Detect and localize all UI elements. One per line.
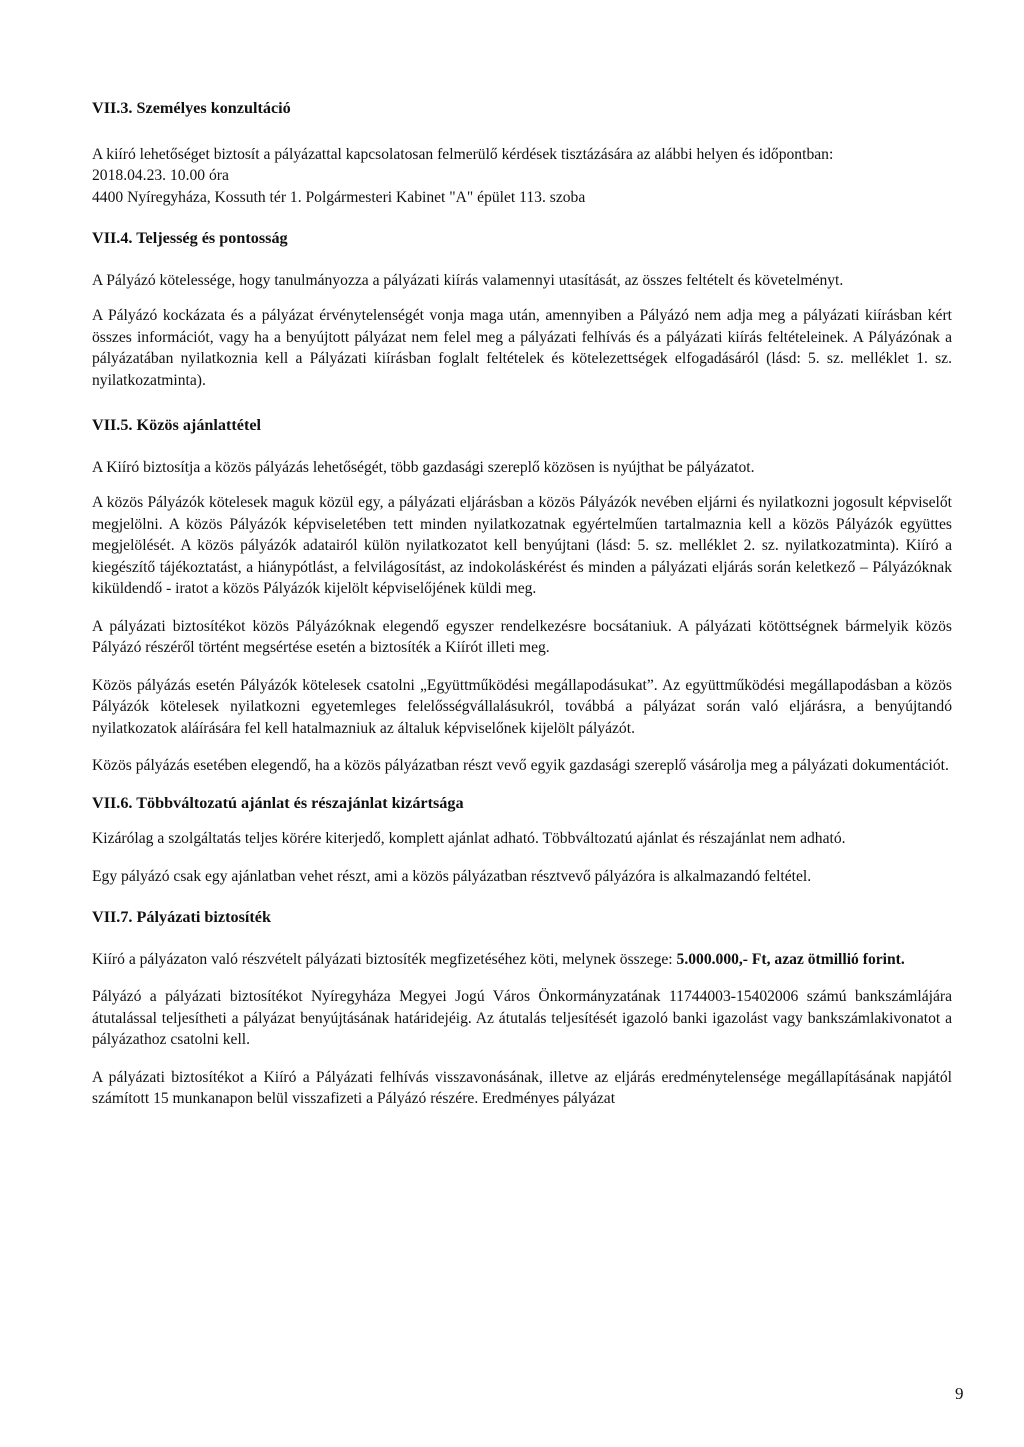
- section-title: Többváltozatú ajánlat és részajánlat kizártsága: [136, 793, 464, 812]
- variant-bid-paragraph-1: Kizárólag a szolgáltatás teljes körére kiterjedő, komplett ajánlat adható. Többváltozatú ajánlat és részajánlat nem adható.: [92, 830, 846, 847]
- section-number: VII.6.: [92, 793, 133, 812]
- consultation-location: 4400 Nyíregyháza, Kossuth tér 1. Polgármesteri Kabinet "A" épület 113. szoba: [92, 188, 586, 206]
- section-heading-vii-6: [92, 793, 952, 815]
- consultation-intro: A kiíró lehetőséget biztosít a pályázattal kapcsolatosan felmerülő kérdések tisztázására az alábbi helyen és időpontban:: [92, 145, 834, 163]
- joint-bid-paragraph-4: Közös pályázás esetén Pályázók kötelesek csatolni „Együttműködési megállapodásukat”. Az együttműködési megállapodásban a közös Pályázók kötelesek nyilatkozni egyetemleges felelősségvállalásukról, továbbá a pályázat során való eljárásra, a benyújtandó nyilatkozatok aláírására fel kell hatalmazniuk az általuk képviselőnek kijelölt pályázót.: [92, 676, 952, 737]
- section-title: Teljesség és pontosság: [136, 229, 288, 247]
- section-heading-vii-5: [92, 415, 952, 437]
- bid-bond-paragraph-3: A pályázati biztosítékot a Kiíró a Pályázati felhívás visszavonásának, illetve az eljárás eredménytelensége megállapításának napjától számított 15 munkanapon belül visszafizeti a Pályázó részére. Eredményes pályázat: [92, 1068, 952, 1107]
- joint-bid-paragraph-2: A közös Pályázók kötelesek maguk közül egy, a pályázati eljárásban a közös Pályázók nevében eljárni és nyilatkozni jogosult képviselőt megjelölni. A közös Pályázók képviseletében tett minden nyilatkozatnak egyértelműen tartalmaznia kell a közös Pályázók együttes megjelölését. A közös pályázók adatairól külön nyilatkozatot kell benyújtani (lásd: 5. sz. melléklet 2. sz. nyilatkozatminta). Kiíró a kiegészítő tájékoztatást, a hiánypótlást, a felvilágosítást, az indokoláskérést és minden a pályázati eljárás során keletkező – Pályázóknak kiküldendő - iratot a közös Pályázók kijelölt képviselőjének küldi meg.: [92, 494, 952, 597]
- joint-bid-paragraph-3: A pályázati biztosítékot közös Pályázóknak elegendő egyszer rendelkezésre bocsátaniuk. A pályázati kötöttségnek bármelyik közös Pályázó részéről történt megsértése esetén a biztosíték a Kiírót illeti meg.: [92, 617, 952, 656]
- consultation-datetime: 2018.04.23. 10.00 óra: [92, 167, 229, 184]
- joint-bid-paragraph-5: Közös pályázás esetében elegendő, ha a közös pályázatban részt vevő egyik gazdasági szereplő vásárolja meg a pályázati dokumentációt.: [92, 757, 949, 774]
- section-heading-vii-7: [92, 907, 952, 929]
- bid-bond-paragraph-1: [92, 949, 952, 971]
- bid-bond-amount: 5.000.000,- Ft, azaz ötmillió forint.: [676, 950, 905, 968]
- section-heading-vii-3: [92, 98, 952, 120]
- section-title: Pályázati biztosíték: [136, 908, 271, 926]
- section-heading-vii-4: [92, 228, 952, 250]
- joint-bid-paragraph-1: A Kiíró biztosítja a közös pályázás lehetőségét, több gazdasági szereplő közösen is nyújthat be pályázatot.: [92, 458, 755, 476]
- bid-bond-paragraph-2: Pályázó a pályázati biztosítékot Nyíregyháza Megyei Jogú Város Önkormányzatának 11744003-15402006 számú bankszámlájára átutalással teljesítheti a pályázat benyújtásának határidejéig. Az átutalás teljesítését igazoló banki igazolást vagy bankszámlakivonatot a pályázathoz csatolni kell.: [92, 988, 952, 1048]
- completeness-paragraph-2: A Pályázó kockázata és a pályázat érvénytelenségét vonja maga után, amennyiben a Pályázó nem adja meg a pályázati kiírásban kért összes információt, vagy ha a benyújtott pályázat nem felel meg a pályázati felhívás és a pályázati kiírás feltételeinek. A Pályázónak a pályázatában nyilatkoznia kell a Pályázati kiírásban foglalt feltételek és kötelezettségek elfogadásáról (lásd: 5. sz. melléklet 1. sz. nyilatkozatminta).: [92, 307, 952, 389]
- section-number: VII.5.: [92, 416, 133, 434]
- completeness-paragraph-1: A Pályázó kötelessége, hogy tanulmányozza a pályázati kiírás valamennyi utasítását, az összes feltételt és követelményt.: [92, 271, 844, 289]
- section-number: VII.7.: [92, 908, 133, 926]
- variant-bid-paragraph-2: Egy pályázó csak egy ajánlatban vehet részt, ami a közös pályázatban résztvevő pályázóra is alkalmazandó feltétel.: [92, 867, 812, 885]
- section-title: Közös ajánlattétel: [136, 416, 262, 434]
- section-title: Személyes konzultáció: [136, 99, 291, 117]
- page-number: 9: [955, 1384, 964, 1403]
- bid-bond-text: Kiíró a pályázaton való részvételt pályázati biztosíték megfizetéséhez köti, melynek összege:: [92, 950, 677, 968]
- section-number: VII.3.: [92, 99, 133, 117]
- page-content: [92, 98, 952, 1110]
- section-number: VII.4.: [92, 229, 133, 247]
